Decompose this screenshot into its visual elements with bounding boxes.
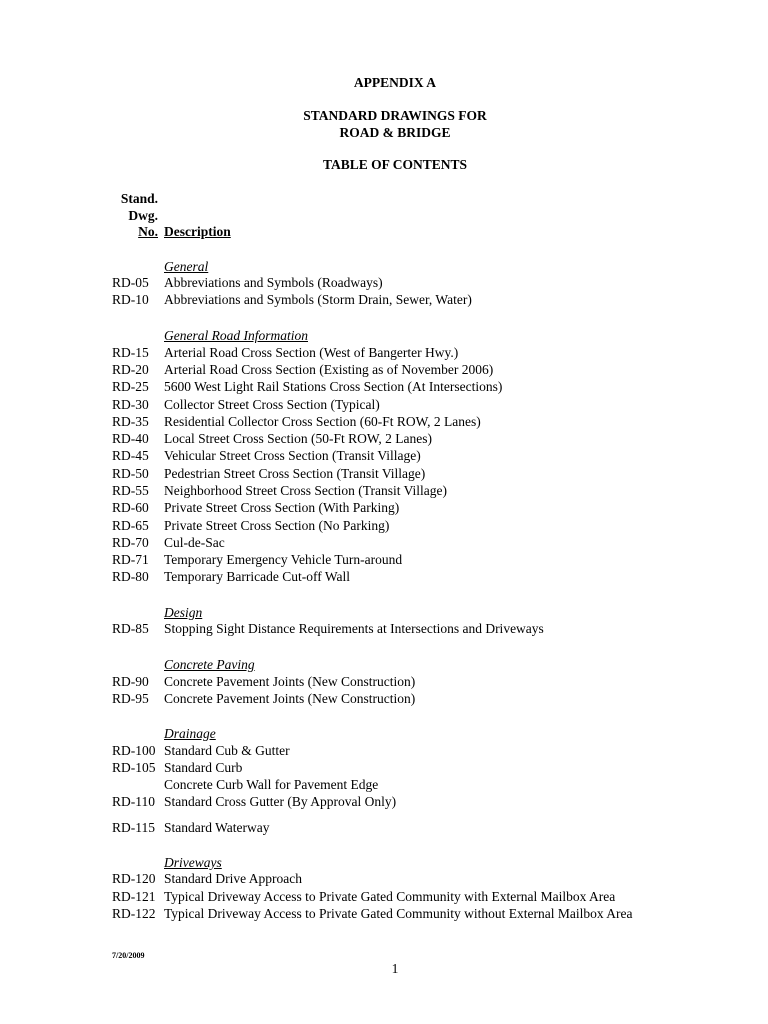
drawing-description: Local Street Cross Section (50-Ft ROW, 2 Lanes) xyxy=(164,431,432,446)
title-line-2: ROAD & BRIDGE xyxy=(339,125,451,140)
page-number: 1 xyxy=(391,961,399,976)
table-row xyxy=(0,742,768,759)
table-row xyxy=(0,888,768,905)
drawing-code: RD-20 xyxy=(112,362,149,377)
drawing-description: Concrete Curb Wall for Pavement Edge xyxy=(164,777,379,792)
table-row xyxy=(0,291,768,308)
table-row xyxy=(0,499,768,516)
drawing-description: Cul-de-Sac xyxy=(164,535,225,550)
table-row xyxy=(0,673,768,690)
table-row xyxy=(0,517,768,534)
drawing-code: RD-71 xyxy=(112,552,149,567)
table-row xyxy=(0,447,768,464)
drawing-code: RD-25 xyxy=(112,379,149,394)
section-general: General xyxy=(164,259,209,274)
drawing-description: Abbreviations and Symbols (Roadways) xyxy=(164,275,383,290)
drawing-description: 5600 West Light Rail Stations Cross Section (At Intersections) xyxy=(164,379,503,394)
section-general-road: General Road Information xyxy=(164,328,308,343)
drawing-description: Temporary Emergency Vehicle Turn-around xyxy=(164,552,403,567)
drawing-code: RD-85 xyxy=(112,621,149,636)
drawing-code: RD-15 xyxy=(112,345,149,360)
drawing-code: RD-40 xyxy=(112,431,149,446)
toc-heading: TABLE OF CONTENTS xyxy=(322,157,468,172)
drawing-code: RD-45 xyxy=(112,448,149,463)
drawing-code: RD-100 xyxy=(112,743,156,758)
appendix-heading: APPENDIX A xyxy=(353,75,437,90)
drawing-description: Pedestrian Street Cross Section (Transit Village) xyxy=(164,466,426,481)
drawing-description: Stopping Sight Distance Requirements at Intersections and Driveways xyxy=(164,621,544,636)
drawing-description: Residential Collector Cross Section (60-Ft ROW, 2 Lanes) xyxy=(164,414,481,429)
table-row xyxy=(0,482,768,499)
table-row xyxy=(0,396,768,413)
col-head-no: No. xyxy=(138,224,158,239)
table-row xyxy=(0,534,768,551)
table-row xyxy=(0,378,768,395)
table-row xyxy=(0,793,768,810)
table-row xyxy=(0,274,768,291)
title-line-1: STANDARD DRAWINGS FOR xyxy=(303,108,487,123)
drawing-description: Concrete Pavement Joints (New Construction) xyxy=(164,691,416,706)
table-row xyxy=(0,568,768,585)
drawing-code: RD-50 xyxy=(112,466,149,481)
section-design: Design xyxy=(164,605,203,620)
table-row xyxy=(0,413,768,430)
table-row xyxy=(0,690,768,707)
table-row xyxy=(0,819,768,836)
drawing-description: Standard Cross Gutter (By Approval Only) xyxy=(164,794,397,809)
section-drainage: Drainage xyxy=(164,726,216,741)
col-head-dwg: Dwg. xyxy=(128,208,158,223)
drawing-description: Standard Cub & Gutter xyxy=(164,743,290,758)
drawing-description: Private Street Cross Section (With Parking) xyxy=(164,500,400,515)
table-row xyxy=(0,361,768,378)
table-row xyxy=(0,465,768,482)
drawing-description: Arterial Road Cross Section (West of Bangerter Hwy.) xyxy=(164,345,459,360)
col-head-description: Description xyxy=(164,224,231,239)
drawing-code: RD-10 xyxy=(112,292,149,307)
drawing-description: Standard Curb xyxy=(164,760,243,775)
drawing-description: Standard Waterway xyxy=(164,820,270,835)
drawing-code: RD-120 xyxy=(112,871,156,886)
drawing-code: RD-122 xyxy=(112,906,156,921)
table-row xyxy=(0,430,768,447)
drawing-code: RD-95 xyxy=(112,691,149,706)
table-row xyxy=(0,870,768,887)
drawing-code: RD-30 xyxy=(112,397,149,412)
drawing-description: Vehicular Street Cross Section (Transit Village) xyxy=(164,448,421,463)
col-head-stand: Stand. xyxy=(120,191,158,206)
drawing-description: Collector Street Cross Section (Typical) xyxy=(164,397,380,412)
drawing-code: RD-05 xyxy=(112,275,149,290)
drawing-description: Concrete Pavement Joints (New Construction) xyxy=(164,674,416,689)
drawing-code: RD-60 xyxy=(112,500,149,515)
drawing-code: RD-55 xyxy=(112,483,149,498)
drawing-code: RD-70 xyxy=(112,535,149,550)
table-row xyxy=(0,620,768,637)
drawing-description: Standard Drive Approach xyxy=(164,871,302,886)
drawing-code: RD-65 xyxy=(112,518,149,533)
drawing-description: Typical Driveway Access to Private Gated Community without External Mailbox Area xyxy=(164,906,633,921)
footer-date: 7/20/2009 xyxy=(112,951,145,960)
table-row xyxy=(0,551,768,568)
drawing-code: RD-121 xyxy=(112,889,156,904)
drawing-code: RD-105 xyxy=(112,760,156,775)
drawing-description: Private Street Cross Section (No Parking) xyxy=(164,518,390,533)
section-concrete-paving: Concrete Paving xyxy=(164,657,255,672)
drawing-description: Typical Driveway Access to Private Gated Community with External Mailbox Area xyxy=(164,889,616,904)
drawing-code: RD-80 xyxy=(112,569,149,584)
table-row xyxy=(0,776,768,793)
table-row xyxy=(0,344,768,361)
table-row xyxy=(0,759,768,776)
drawing-description: Temporary Barricade Cut-off Wall xyxy=(164,569,351,584)
drawing-code: RD-110 xyxy=(112,794,155,809)
drawing-description: Arterial Road Cross Section (Existing as of November 2006) xyxy=(164,362,494,377)
drawing-description: Abbreviations and Symbols (Storm Drain, Sewer, Water) xyxy=(164,292,472,307)
drawing-code: RD-90 xyxy=(112,674,149,689)
section-driveways: Driveways xyxy=(164,855,222,870)
drawing-description: Neighborhood Street Cross Section (Transit Village) xyxy=(164,483,448,498)
drawing-code: RD-115 xyxy=(112,820,155,835)
drawing-code: RD-35 xyxy=(112,414,149,429)
table-row xyxy=(0,905,768,922)
